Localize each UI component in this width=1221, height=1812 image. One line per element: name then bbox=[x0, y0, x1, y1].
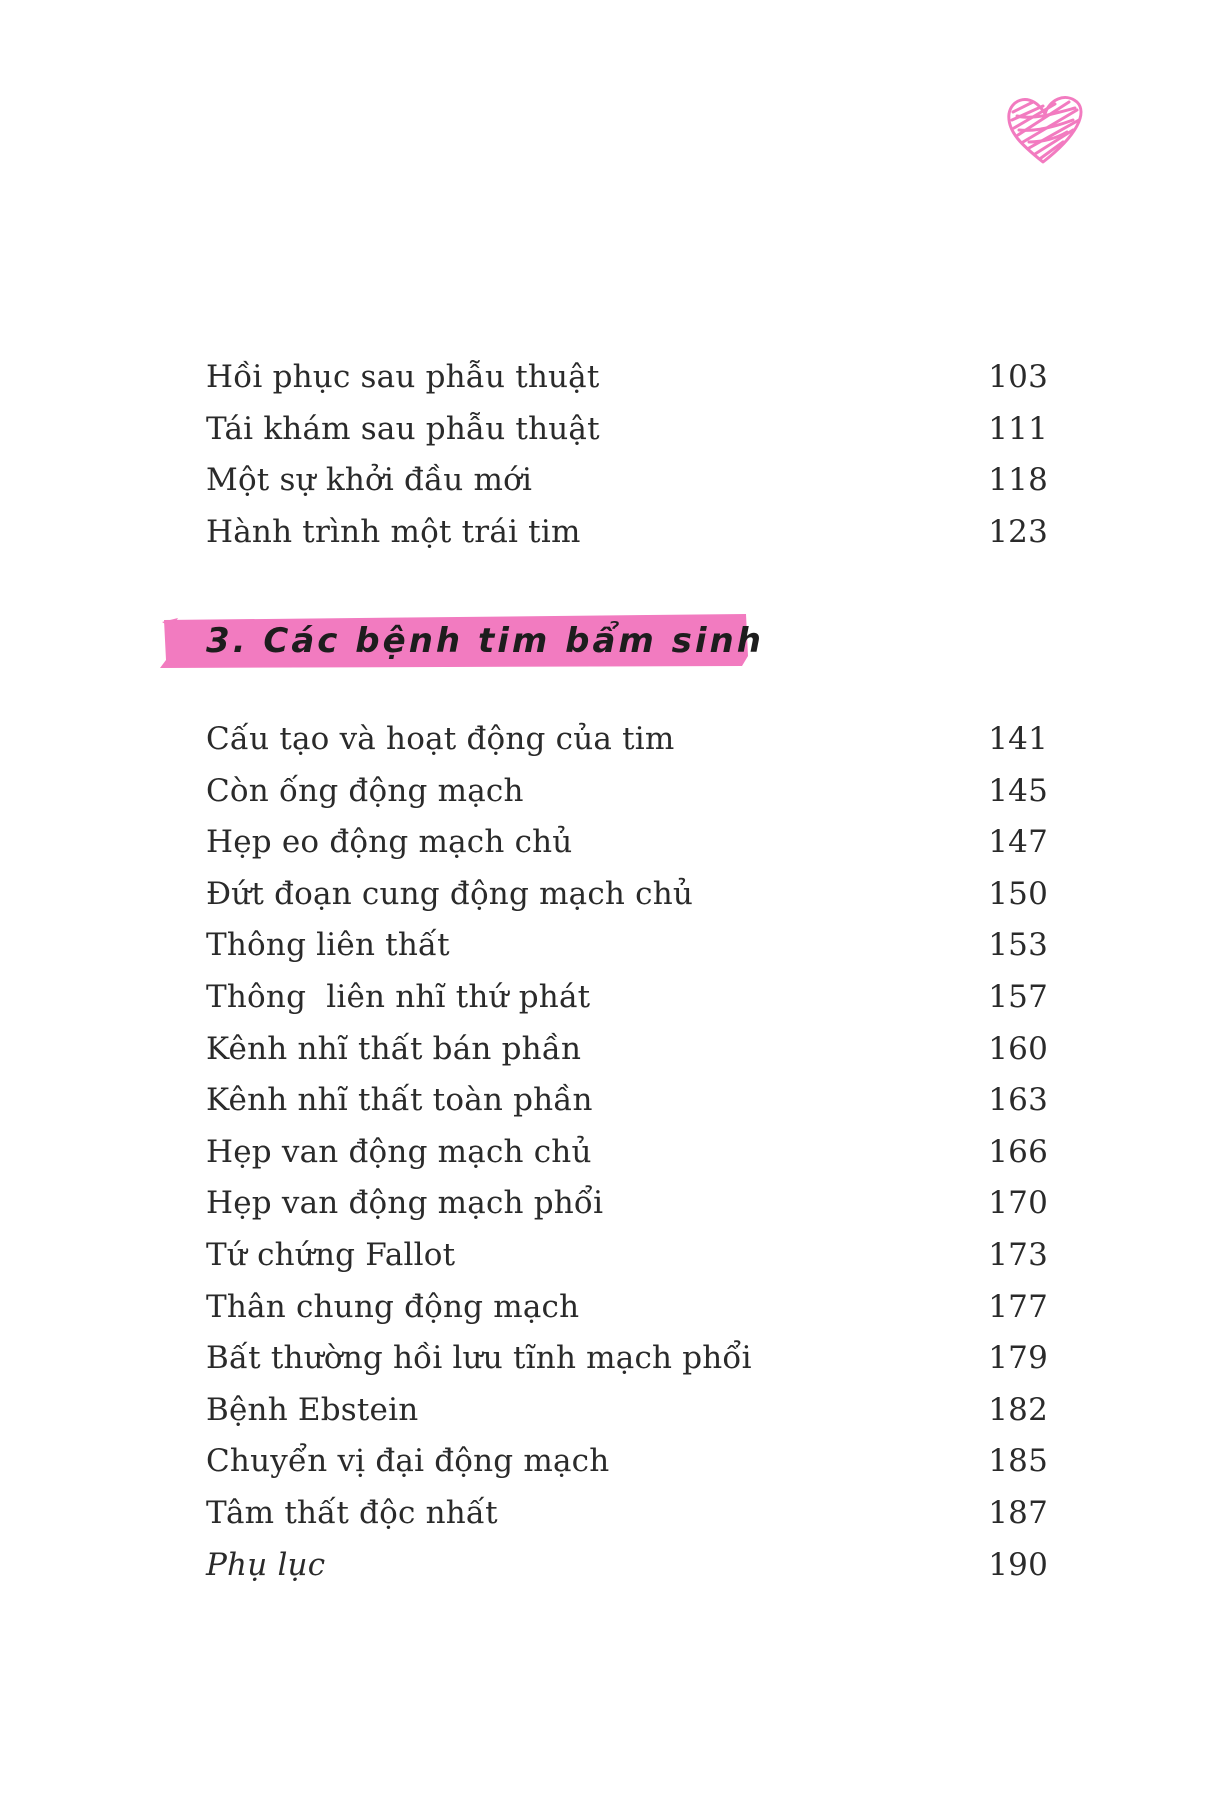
toc-entry-title: Hành trình một trái tim bbox=[206, 513, 581, 550]
toc-entry-title: Thông liên thất bbox=[206, 927, 450, 964]
toc-section-previous bbox=[206, 352, 1048, 558]
toc-entry-page: 103 bbox=[988, 359, 1048, 395]
chapter-title: 3. Các bệnh tim bẩm sinh bbox=[206, 621, 764, 661]
toc-entry-page: 177 bbox=[988, 1288, 1048, 1325]
toc-entry-page: 182 bbox=[988, 1391, 1048, 1428]
toc-entry-title: Kênh nhĩ thất bán phần bbox=[206, 1030, 582, 1067]
toc-entry-page: 179 bbox=[988, 1340, 1048, 1377]
toc-entry-title: Đứt đoạn cung động mạch chủ bbox=[206, 875, 694, 912]
toc-entry-page: 166 bbox=[988, 1133, 1048, 1170]
toc-entry[interactable] bbox=[206, 1385, 1048, 1437]
toc-entry-page: 150 bbox=[988, 875, 1048, 912]
toc-entry-appendix[interactable] bbox=[206, 1540, 1048, 1592]
toc-entry[interactable] bbox=[206, 972, 1048, 1024]
toc-entry[interactable] bbox=[206, 766, 1048, 818]
toc-entry[interactable] bbox=[206, 455, 1048, 507]
toc-entry-title: Thông liên nhĩ thứ phát bbox=[206, 978, 591, 1015]
toc-entry-page: 111 bbox=[988, 410, 1048, 447]
toc-entry[interactable] bbox=[206, 1282, 1048, 1334]
toc-section-chapter-3 bbox=[206, 714, 1048, 1591]
toc-entry[interactable] bbox=[206, 1178, 1048, 1230]
toc-entry-title: Tâm thất độc nhất bbox=[206, 1494, 498, 1531]
toc-entry-title: Hẹp van động mạch phổi bbox=[206, 1185, 604, 1222]
toc-entry-title: Cấu tạo và hoạt động của tim bbox=[206, 721, 675, 757]
toc-entry[interactable] bbox=[206, 1436, 1048, 1488]
toc-entry-page: 157 bbox=[988, 978, 1048, 1015]
toc-entry-page: 187 bbox=[988, 1494, 1048, 1531]
toc-entry-title: Hồi phục sau phẫu thuật bbox=[206, 359, 600, 395]
toc-entry-page: 145 bbox=[988, 772, 1048, 809]
toc-entry-page: 141 bbox=[988, 721, 1048, 757]
toc-entry[interactable] bbox=[206, 817, 1048, 869]
toc-entry-title: Phụ lục bbox=[206, 1546, 326, 1583]
toc-entry-title: Kênh nhĩ thất toàn phần bbox=[206, 1082, 593, 1119]
toc-entry[interactable] bbox=[206, 1333, 1048, 1385]
toc-entry-page: 118 bbox=[988, 462, 1048, 499]
toc-entry[interactable] bbox=[206, 1230, 1048, 1282]
toc-entry[interactable] bbox=[206, 714, 1048, 766]
toc-entry[interactable] bbox=[206, 869, 1048, 921]
toc-entry[interactable] bbox=[206, 507, 1048, 559]
toc-entry[interactable] bbox=[206, 404, 1048, 456]
toc-entry-page: 173 bbox=[988, 1236, 1048, 1273]
toc-entry-title: Tái khám sau phẫu thuật bbox=[206, 410, 600, 447]
toc-entry-page: 153 bbox=[988, 927, 1048, 964]
toc-entry[interactable] bbox=[206, 352, 1048, 404]
toc-entry-title: Còn ống động mạch bbox=[206, 772, 524, 809]
toc-entry-page: 160 bbox=[988, 1030, 1048, 1067]
toc-entry-title: Thân chung động mạch bbox=[206, 1288, 580, 1325]
toc-entry-page: 190 bbox=[988, 1546, 1048, 1583]
toc-entry-page: 185 bbox=[988, 1443, 1048, 1480]
toc-entry[interactable] bbox=[206, 920, 1048, 972]
toc-entry-title: Bất thường hồi lưu tĩnh mạch phổi bbox=[206, 1340, 752, 1377]
toc-entry-title: Hẹp eo động mạch chủ bbox=[206, 824, 573, 861]
toc-entry-page: 147 bbox=[988, 824, 1048, 861]
toc-entry-title: Tứ chứng Fallot bbox=[206, 1236, 456, 1273]
chapter-heading[interactable] bbox=[158, 612, 764, 670]
toc-entry-page: 170 bbox=[988, 1185, 1048, 1222]
toc-entry-title: Một sự khởi đầu mới bbox=[206, 462, 533, 499]
toc-entry-title: Hẹp van động mạch chủ bbox=[206, 1133, 592, 1170]
toc-entry[interactable] bbox=[206, 1488, 1048, 1540]
toc-entry-page: 123 bbox=[988, 513, 1048, 550]
toc-entry[interactable] bbox=[206, 1075, 1048, 1127]
toc-entry-title: Bệnh Ebstein bbox=[206, 1391, 419, 1428]
toc-entry[interactable] bbox=[206, 1127, 1048, 1179]
toc-entry-title: Chuyển vị đại động mạch bbox=[206, 1443, 610, 1480]
heart-icon bbox=[1003, 90, 1085, 168]
toc-entry[interactable] bbox=[206, 1024, 1048, 1076]
toc-entry-page: 163 bbox=[988, 1082, 1048, 1119]
